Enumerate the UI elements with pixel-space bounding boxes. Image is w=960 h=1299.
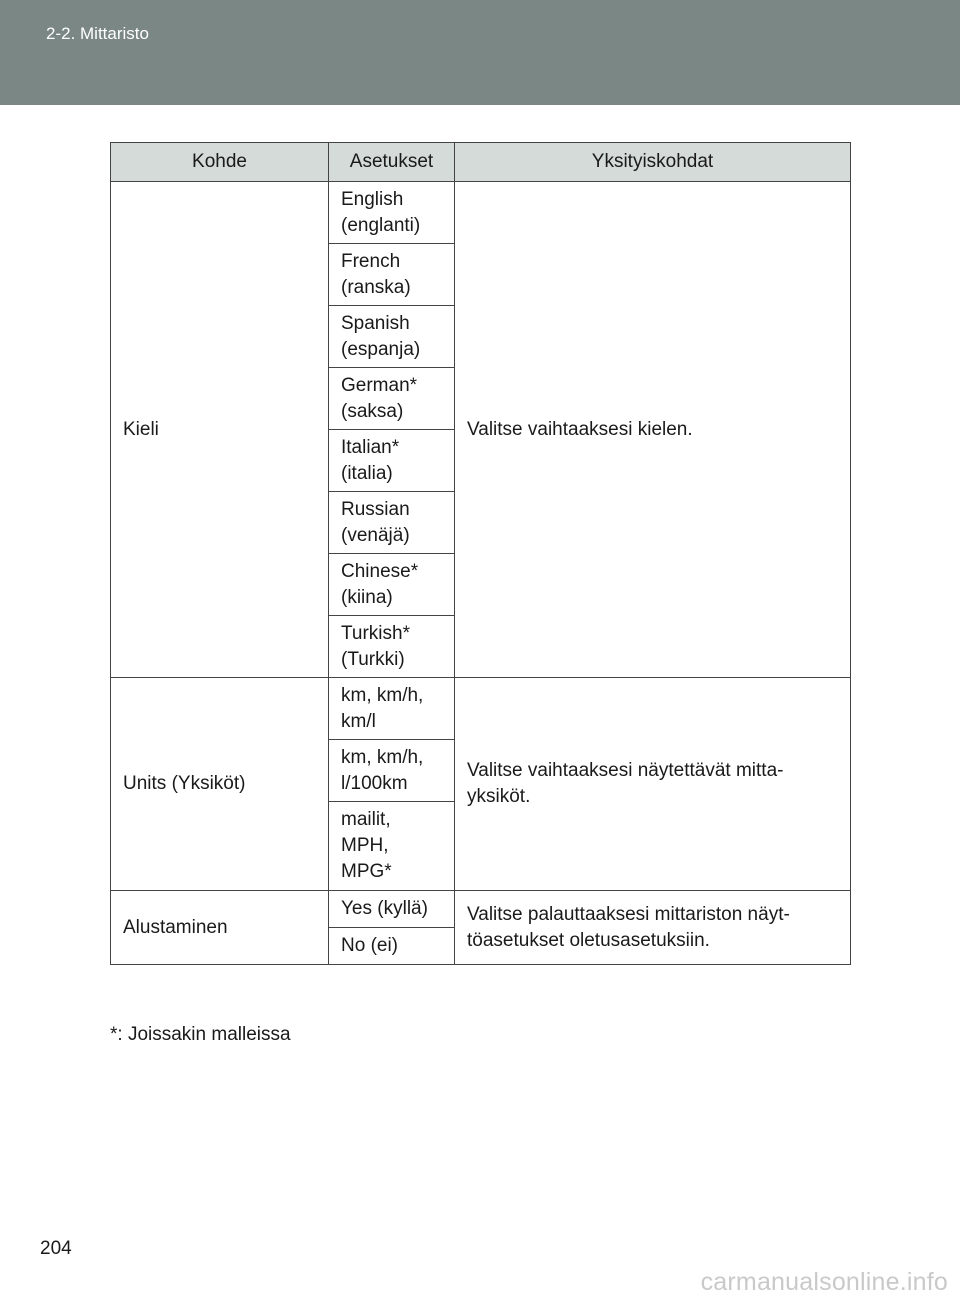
table-row	[111, 678, 851, 740]
option-cell: German* (saksa)	[329, 368, 455, 430]
column-header-kohde: Kohde	[111, 143, 329, 182]
footnote: *: Joissakin malleissa	[110, 1024, 291, 1045]
option-cell: Russian (venäjä)	[329, 492, 455, 554]
option-cell: Turkish* (Turkki)	[329, 616, 455, 678]
option-cell: km, km/h, l/100km	[329, 740, 455, 802]
option-cell: English (englanti)	[329, 182, 455, 244]
detail-cell-units: Valitse vaihtaaksesi näytettävät mitta- yksiköt.	[455, 678, 851, 891]
table-row	[111, 182, 851, 244]
column-header-asetukset: Asetukset	[329, 143, 455, 182]
table-header-row	[111, 143, 851, 182]
option-cell: mailit, MPH, MPG*	[329, 802, 455, 891]
item-cell-alustaminen: Alustaminen	[111, 891, 329, 965]
item-cell-kieli: Kieli	[111, 182, 329, 678]
page-number: 204	[40, 1238, 72, 1259]
option-cell: No (ei)	[329, 928, 455, 965]
settings-table	[110, 142, 851, 965]
section-title: 2-2. Mittaristo	[46, 24, 149, 43]
column-header-yksityiskohdat: Yksityiskohdat	[455, 143, 851, 182]
section-header-bar	[0, 0, 960, 105]
option-cell: French (ranska)	[329, 244, 455, 306]
watermark: carmanualsonline.info	[700, 1268, 948, 1296]
option-cell: Italian* (italia)	[329, 430, 455, 492]
item-cell-units: Units (Yksiköt)	[111, 678, 329, 891]
option-cell: Yes (kyllä)	[329, 891, 455, 928]
option-cell: Spanish (espanja)	[329, 306, 455, 368]
option-cell: km, km/h, km/l	[329, 678, 455, 740]
table-row	[111, 891, 851, 928]
detail-cell-alustaminen: Valitse palauttaaksesi mittariston näyt- töasetukset oletusasetuksiin.	[455, 891, 851, 965]
option-cell: Chinese* (kiina)	[329, 554, 455, 616]
detail-cell-kieli: Valitse vaihtaaksesi kielen.	[455, 182, 851, 678]
